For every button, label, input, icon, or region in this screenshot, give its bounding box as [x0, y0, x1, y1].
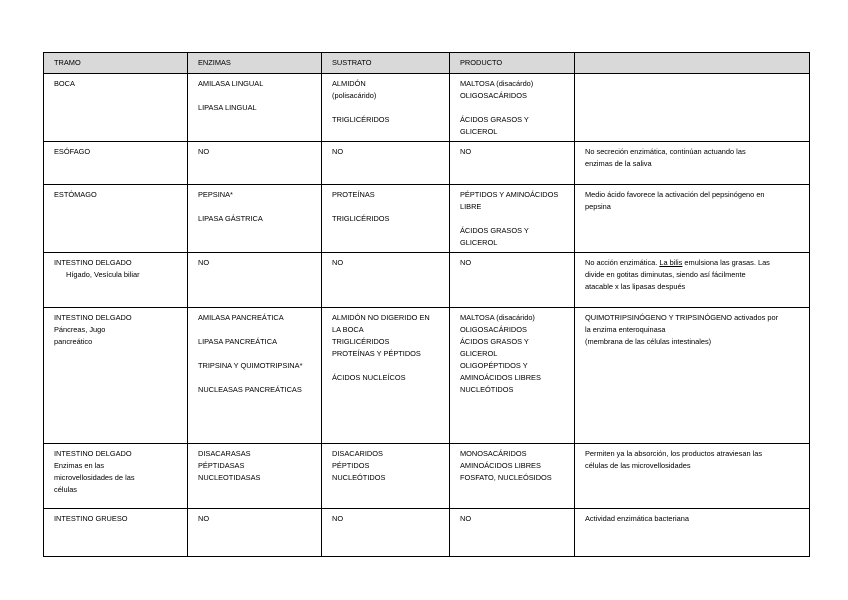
producto-cell: [450, 308, 575, 444]
sustrato-cell: [322, 142, 450, 185]
cell-line: Permiten ya la absorción, los productos atraviesan las: [585, 449, 763, 458]
cell-line: TRIGLICÉRIDOS: [332, 115, 390, 124]
line-gap: [198, 90, 315, 102]
cell-line: MALTOSA (disacárdo): [460, 79, 534, 88]
digestion-table: [43, 52, 810, 557]
cell-line: NO: [198, 147, 210, 156]
line-gap: [198, 201, 315, 213]
header-notas: [575, 53, 810, 74]
header-row: [44, 53, 810, 74]
sustrato-cell: [322, 308, 450, 444]
nota-cell: [575, 509, 810, 557]
line-gap: [198, 348, 315, 360]
enzimas-cell: [188, 253, 322, 308]
cell-line: NUCLEOTIDASAS: [198, 473, 261, 482]
line-gap: [460, 102, 568, 114]
cell-line: [585, 257, 803, 269]
cell-line: NO: [332, 258, 344, 267]
producto-cell: [450, 509, 575, 557]
cell-line: INTESTINO DELGADO: [54, 449, 132, 458]
nota-cell: [575, 444, 810, 509]
cell-line: PROTEÍNAS: [332, 190, 375, 199]
cell-line: NO: [332, 147, 344, 156]
cell-line: PÉPTIDOS: [332, 461, 370, 470]
sustrato-cell: [322, 253, 450, 308]
producto-cell: [450, 444, 575, 509]
nota-cell: [575, 74, 810, 142]
cell-line: ÁCIDOS GRASOS Y: [460, 337, 529, 346]
cell-line: Páncreas, Jugo: [54, 325, 106, 334]
cell-line: ALMIDÓN: [332, 79, 366, 88]
cell-line: enzimas de la saliva: [585, 159, 652, 168]
cell-line: divide en gotitas diminutas, siendo así fácilmente: [585, 270, 746, 279]
cell-line: NO: [332, 514, 344, 523]
cell-line: LIBRE: [460, 202, 482, 211]
nota-cell: [575, 253, 810, 308]
nota-text: emulsiona las grasas. Las: [682, 258, 770, 267]
cell-line: GLICEROL: [460, 127, 498, 136]
nota-cell: [575, 308, 810, 444]
cell-line: INTESTINO DELGADO: [54, 313, 132, 322]
cell-line: NO: [198, 258, 210, 267]
cell-line: LIPASA LINGUAL: [198, 103, 257, 112]
cell-line: NUCLEÓTIDOS: [332, 473, 386, 482]
table-row: [44, 253, 810, 308]
cell-line: pancreático: [54, 337, 93, 346]
bilis-link: La bilis: [659, 258, 683, 267]
producto-cell: [450, 253, 575, 308]
cell-line: INTESTINO DELGADO: [54, 258, 132, 267]
cell-line: NO: [460, 147, 472, 156]
cell-line: ÁCIDOS GRASOS Y: [460, 226, 529, 235]
cell-line: ALMIDÓN NO DIGERIDO EN: [332, 313, 430, 322]
cell-line: AMILASA PANCREÁTICA: [198, 313, 284, 322]
cell-line: TRIGLICÉRIDOS: [332, 337, 390, 346]
cell-line: ESTÓMAGO: [54, 190, 97, 199]
cell-line: FOSFATO, NUCLEÓSIDOS: [460, 473, 552, 482]
table-row: [44, 308, 810, 444]
cell-line: Enzimas en las: [54, 461, 105, 470]
cell-line: PÉPTIDASAS: [198, 461, 245, 470]
nota-cell: [575, 142, 810, 185]
cell-line: (polisacárido): [332, 91, 377, 100]
cell-line: NUCLEÓTIDOS: [460, 385, 514, 394]
cell-line: TRIPSINA Y QUIMOTRIPSINA*: [198, 361, 303, 370]
cell-line: LIPASA PANCREÁTICA: [198, 337, 277, 346]
sustrato-cell: [322, 74, 450, 142]
sustrato-cell: [322, 185, 450, 253]
enzimas-cell: [188, 142, 322, 185]
cell-line: No secreción enzimática, continúan actuando las: [585, 147, 746, 156]
cell-line: microvellosidades de las: [54, 473, 135, 482]
cell-line: OLIGOSACÁRIDOS: [460, 91, 527, 100]
cell-line: AMILASA LINGUAL: [198, 79, 264, 88]
table-row: [44, 142, 810, 185]
enzimas-cell: [188, 185, 322, 253]
line-gap: [198, 324, 315, 336]
line-gap: [332, 102, 443, 114]
cell-line: (membrana de las células intestinales): [585, 337, 712, 346]
enzimas-cell: [188, 308, 322, 444]
cell-line: QUIMOTRIPSINÓGENO Y TRIPSINÓGENO activados por: [585, 313, 779, 322]
cell-line: ÁCIDOS GRASOS Y: [460, 115, 529, 124]
line-gap: [460, 213, 568, 225]
tramo-cell: [44, 253, 188, 308]
cell-line: Hígado, Vesícula biliar: [66, 270, 140, 279]
tramo-cell: [44, 142, 188, 185]
cell-line: OLIGOPÉPTIDOS Y: [460, 361, 528, 370]
sustrato-cell: [322, 509, 450, 557]
sustrato-cell: [322, 444, 450, 509]
cell-line: LIPASA GÁSTRICA: [198, 214, 263, 223]
table-row: [44, 444, 810, 509]
header-sustrato: SUSTRATO: [322, 53, 450, 74]
header-producto: PRODUCTO: [450, 53, 575, 74]
cell-line: atacable x las lipasas después: [585, 282, 686, 291]
cell-line: Actividad enzimática bacteriana: [585, 514, 689, 523]
tramo-cell: [44, 308, 188, 444]
tramo-cell: [44, 74, 188, 142]
tramo-cell: [44, 185, 188, 253]
cell-line: la enzima enteroquinasa: [585, 325, 666, 334]
cell-line: PROTEÍNAS Y PÉPTIDOS: [332, 349, 421, 358]
cell-line: pepsina: [585, 202, 611, 211]
cell-line: DISACARASAS: [198, 449, 251, 458]
nota-cell: [575, 185, 810, 253]
cell-line: Medio ácido favorece la activación del pepsinógeno en: [585, 190, 765, 199]
producto-cell: [450, 142, 575, 185]
cell-line: AMINOÁCIDOS LIBRES: [460, 373, 541, 382]
cell-line: GLICEROL: [460, 238, 498, 247]
cell-line: células: [54, 485, 78, 494]
cell-line: NO: [460, 514, 472, 523]
header-tramo: TRAMO: [44, 53, 188, 74]
cell-line: PEPSINA*: [198, 190, 233, 199]
producto-cell: [450, 185, 575, 253]
cell-line: INTESTINO GRUESO: [54, 514, 128, 523]
table-row: [44, 185, 810, 253]
line-gap: [332, 201, 443, 213]
cell-line: OLIGOSACÁRIDOS: [460, 325, 527, 334]
line-gap: [198, 372, 315, 384]
cell-line: células de las microvellosidades: [585, 461, 691, 470]
cell-line: NUCLEASAS PANCREÁTICAS: [198, 385, 302, 394]
cell-line: DISACARIDOS: [332, 449, 383, 458]
line-gap: [332, 360, 443, 372]
enzimas-cell: [188, 509, 322, 557]
enzimas-cell: [188, 444, 322, 509]
cell-line: PÉPTIDOS Y AMINOÁCIDOS: [460, 190, 559, 199]
tramo-cell: [44, 509, 188, 557]
cell-line: TRIGLICÉRIDOS: [332, 214, 390, 223]
cell-line: LA BOCA: [332, 325, 364, 334]
tramo-cell: [44, 444, 188, 509]
nota-text: No acción enzimática.: [585, 258, 660, 267]
cell-line: NO: [198, 514, 210, 523]
enzimas-cell: [188, 74, 322, 142]
cell-line: MONOSACÁRIDOS: [460, 449, 527, 458]
cell-line: ÁCIDOS NUCLEÍCOS: [332, 373, 406, 382]
cell-line: GLICEROL: [460, 349, 498, 358]
table-row: [44, 509, 810, 557]
cell-line: NO: [460, 258, 472, 267]
header-enzimas: ENZIMAS: [188, 53, 322, 74]
cell-line: AMINOÁCIDOS LIBRES: [460, 461, 541, 470]
cell-line: BOCA: [54, 79, 75, 88]
table-row: [44, 74, 810, 142]
producto-cell: [450, 74, 575, 142]
cell-line: MALTOSA (disacárido): [460, 313, 535, 322]
cell-line: ESÓFAGO: [54, 147, 91, 156]
